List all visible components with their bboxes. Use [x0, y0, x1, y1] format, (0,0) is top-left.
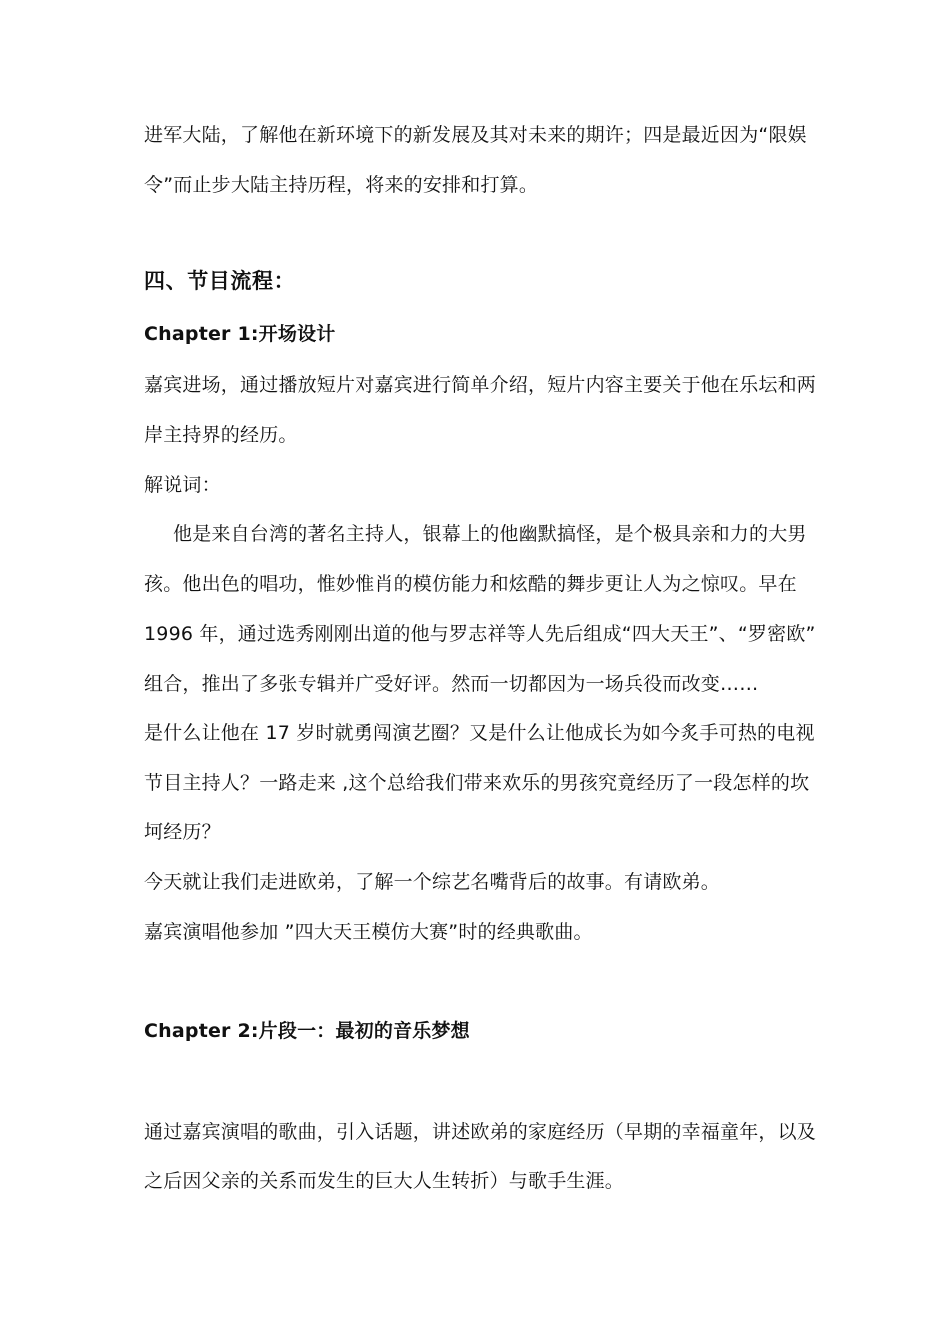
narration-paragraph-3: 今天就让我们走进欧弟，了解一个综艺名嘴背后的故事。有请欧弟。 — [144, 871, 721, 893]
chapter-1-body-line-2: 岸主持界的经历。 — [144, 424, 298, 446]
chapter-1-title: Chapter 1:开场设计 — [144, 323, 336, 345]
narration-paragraph-1-line-1: 他是来自台湾的著名主持人，银幕上的他幽默搞怪，是个极具亲和力的大男 — [173, 523, 807, 545]
narration-label: 解说词： — [144, 474, 221, 496]
narration-paragraph-2-line-1: 是什么让他在 17 岁时就勇闯演艺圈？又是什么让他成长为如今炙手可热的电视 — [144, 722, 815, 744]
narration-paragraph-2-line-3: 坷经历？ — [144, 821, 221, 843]
section-heading: 四、节目流程： — [144, 269, 296, 293]
performance-note: 嘉宾演唱他参加 ”四大天王模仿大赛”时的经典歌曲。 — [144, 921, 593, 943]
narration-paragraph-2-line-2: 节目主持人？一路走来 ,这个总给我们带来欢乐的男孩究竟经历了一段怎样的坎 — [144, 772, 810, 794]
chapter-1-body-line-1: 嘉宾进场，通过播放短片对嘉宾进行简单介绍，短片内容主要关于他在乐坛和两 — [144, 374, 817, 396]
chapter-2-title: Chapter 2:片段一：最初的音乐梦想 — [144, 1020, 470, 1042]
chapter-2-body-line-2: 之后因父亲的关系而发生的巨大人生转折）与歌手生涯。 — [144, 1170, 625, 1192]
narration-paragraph-1-line-4: 组合，推出了多张专辑并广受好评。然而一切都因为一场兵役而改变…… — [144, 673, 759, 695]
intro-line-1: 进军大陆，了解他在新环境下的新发展及其对未来的期许；四是最近因为“限娱 — [144, 124, 807, 146]
chapter-2-body-line-1: 通过嘉宾演唱的歌曲，引入话题，讲述欧弟的家庭经历（早期的幸福童年，以及 — [144, 1121, 817, 1143]
narration-paragraph-1-line-2: 孩。他出色的唱功，惟妙惟肖的模仿能力和炫酷的舞步更让人为之惊叹。早在 — [144, 573, 797, 595]
intro-line-2: 令”而止步大陆主持历程，将来的安排和打算。 — [144, 174, 539, 196]
narration-paragraph-1-line-3: 1996 年，通过选秀刚刚出道的他与罗志祥等人先后组成“四大天王”、“罗密欧” — [144, 623, 816, 645]
